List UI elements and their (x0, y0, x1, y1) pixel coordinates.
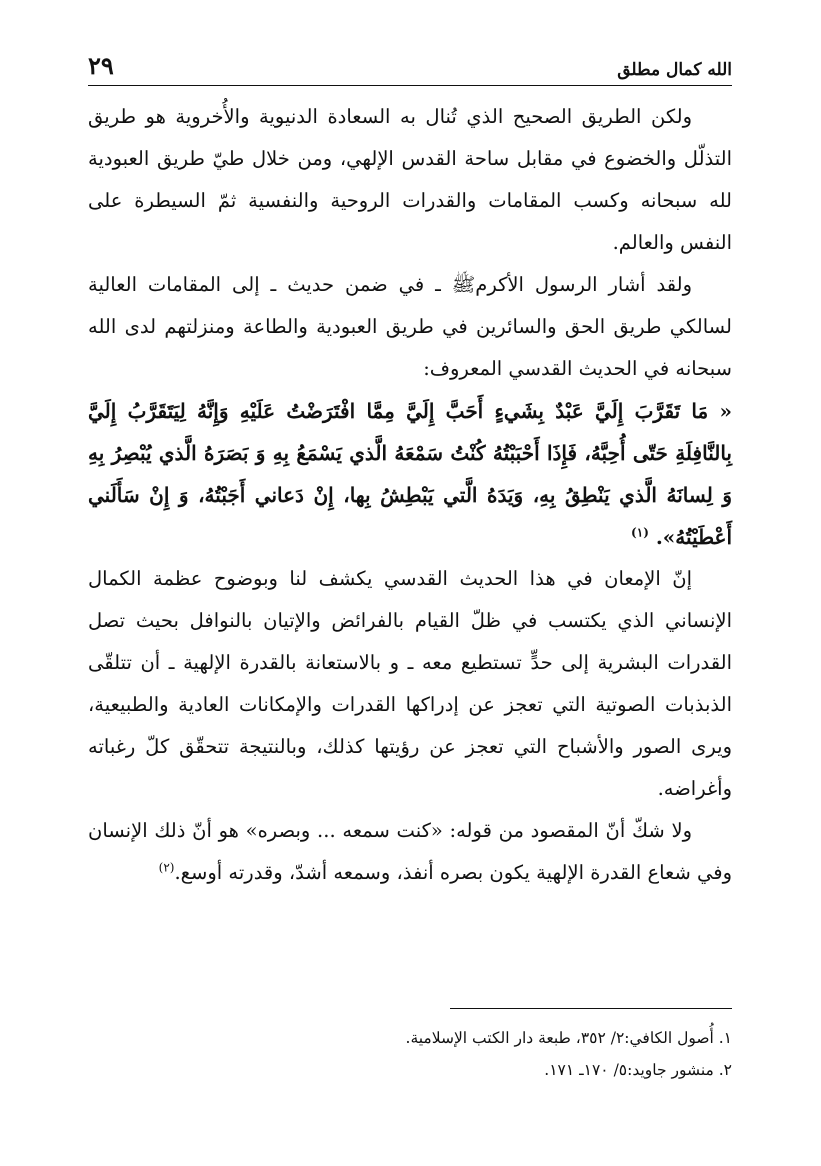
running-title: الله كمال مطلق (617, 60, 732, 80)
hadith-quote (88, 390, 732, 558)
footnote-divider (450, 1008, 732, 1009)
paragraph-2: ولقد أشار الرسول الأكرمﷺ ـ في ضمن حديث ـ إلى المقامات العالية لسالكي طريق الحق والسائرين في طريق العبودية والطاعة ومنزلتهم لدى الله سبحانه في الحديث القدسي المعروف: (88, 273, 732, 380)
page-header (88, 40, 732, 80)
paragraph-4 (88, 810, 732, 894)
footnote-2: ٢. منشور جاويد:٥/ ١٧٠ـ ١٧١. (544, 1061, 732, 1079)
footnote-ref-1: (١) (631, 525, 649, 540)
hadith-text: « مَا تَقَرَّبَ إِلَيَّ عَبْدٌ بِشَيءٍ أَحَبَّ إِلَيَّ مِمَّا افْتَرَضْتُ عَلَيْهِ وَإِنَّهُ لِيَتَقَرَّبُ إِلَيَّ بِالنَّافِلَةِ حَتّى أُحِبَّهُ، فَإِذَا أَحْبَبْتُهُ كُنْتُ سَمْعَهُ الَّذي يَسْمَعُ بِهِ وَ بَصَرَهُ الَّذي يُبْصِرُ بِهِ وَ لِسانَهُ الَّذي يَنْطِقُ بِهِ، وَيَدَهُ الَّتي يَبْطِشُ بِها، إِنْ دَعاني أَجَبْتُهُ، وَ إِنْ سَأَلَني أَعْطَيْتُهُ». (88, 399, 732, 549)
header-divider (88, 85, 732, 86)
page-body (88, 96, 732, 894)
paragraph-4-text: ولا شكّ أنّ المقصود من قوله: «كنت سمعه ... وبصره» هو أنّ ذلك الإنسان وفي شعاع القدرة الإلهية يكون بصره أنفذ، وسمعه أشدّ، وقدرته أوسع. (88, 819, 732, 884)
page-number: ٢٩ (88, 51, 114, 80)
paragraph-1: ولكن الطريق الصحيح الذي تُنال به السعادة الدنيوية والأُخروية هو طريق التذلّل والخضوع في مقابل ساحة القدس الإلهي، ومن خلال طيّ طريق العبودية لله سبحانه وكسب المقامات والقدرات الروحية والنفسية ثمّ السيطرة على النفس والعالم. (88, 105, 732, 254)
paragraph-3: إنّ الإمعان في هذا الحديث القدسي يكشف لنا وبوضوح عظمة الكمال الإنساني الذي يكتسب في ظلّ القيام بالفرائض والإتيان بالنوافل بحيث تصل القدرات البشرية إلى حدٍّ تستطيع معه ـ و بالاستعانة بالقدرة الإلهية ـ أن تتلقّى الذبذبات الصوتية التي تعجز عن إدراكها القدرات والإمكانات العادية والطبيعية، ويرى الصور والأشباح التي تعجز عن رؤيتها كذلك، وبالنتيجة تتحقّق كلّ رغباته وأغراضه. (88, 567, 732, 800)
footnote-1: ١. أُصول الكافي:٢/ ٣٥٢، طبعة دار الكتب الإسلامية. (405, 1029, 732, 1047)
footnotes (88, 1022, 732, 1086)
footnote-ref-2: (٢) (158, 860, 175, 875)
